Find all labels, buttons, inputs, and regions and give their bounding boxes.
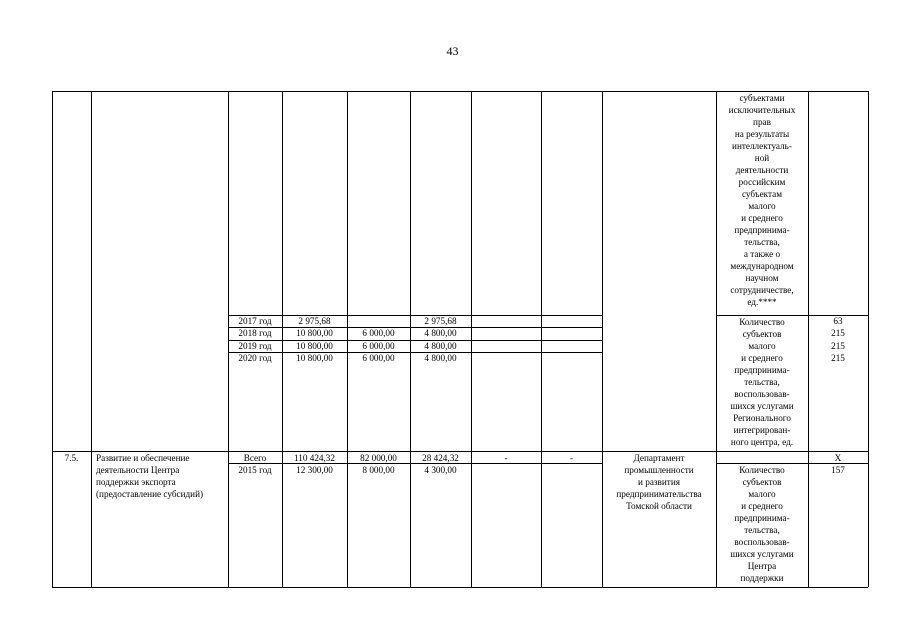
- event-name: Развитие и обеспечение деятельности Центра поддержки экспорта (предоставление субсидий): [96, 453, 204, 499]
- executor: Департамент промышленности и развития предпринимательства Томской области: [616, 453, 702, 511]
- page-number: 43: [446, 44, 459, 58]
- indicator-text-regional-center: Количество субъектов малого и среднего предпринима- тельства, воспользовав- шихся услугами Регионального интегрирован- ного центра, ед.: [730, 317, 794, 447]
- indicator-text-ip-rights: субъектами исключительных прав на результаты интеллектуаль- ной деятельности российским субъектам малого и среднего предпринима- тельства, а также о международном научном сотрудничестве, ед.****: [728, 93, 796, 307]
- row-number: 7.5.: [64, 453, 79, 463]
- indicator-text-export-center: Количество субъектов малого и среднего предпринима- тельства, воспользовав- шихся услугами Центра поддержки: [730, 465, 794, 583]
